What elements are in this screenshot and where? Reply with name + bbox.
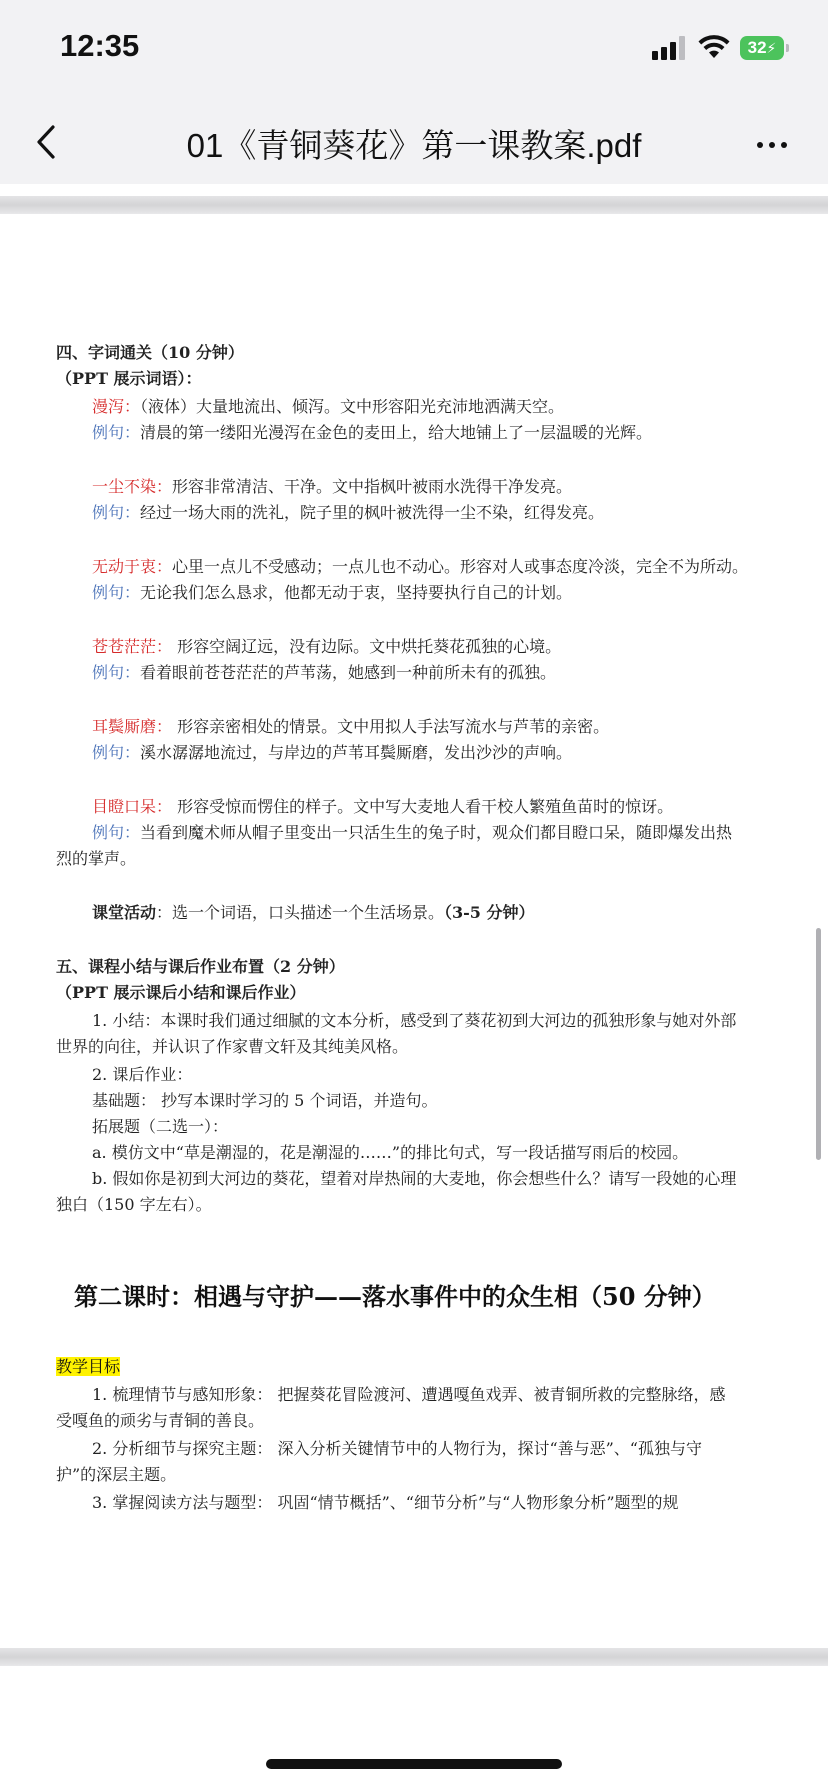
word-definition: （液体）大量地流出、倾泻。文中形容阳光充沛地洒满天空。: [140, 397, 565, 416]
page-separator: [0, 1648, 828, 1666]
summary-line: 1. 小结：本课时我们通过细腻的文本分析，感受到了葵花初到大河边的孤独形象与她对外部: [92, 1011, 737, 1030]
word-example: [92, 582, 572, 604]
homework-option-b: b. 假如你是初到大河边的葵花，望着对岸热闹的大麦地，你会想些什么？请写一段她的心理: [92, 1169, 737, 1188]
example-text-continued: 烈的掌声。: [56, 849, 137, 868]
activity-label: 课堂活动: [92, 903, 157, 922]
summary-line: 世界的向往，并认识了作家曹文轩及其纯美风格。: [56, 1037, 409, 1056]
homework-title: 2. 课后作业：: [92, 1065, 193, 1084]
homework-option-b-continued: 独白（150 字左右）。: [56, 1195, 212, 1214]
navigation-bar: [0, 100, 828, 184]
battery-icon: 32 ⚡: [740, 36, 784, 60]
example-label: 例句：: [92, 423, 141, 442]
chevron-left-icon: [36, 124, 56, 160]
example-text: 经过一场大雨的洗礼，院子里的枫叶被洗得一尘不染，红得发亮。: [140, 503, 605, 522]
word-entry: [92, 556, 748, 578]
word-definition: 形容受惊而愣住的样子。文中写大麦地人看干校人繁殖鱼苗时的惊讶。: [172, 797, 674, 816]
section-5-subtitle: （PPT 展示课后小结和课后作业）: [56, 983, 306, 1002]
example-label: 例句：: [92, 823, 141, 842]
word-term: 苍苍茫茫：: [92, 637, 173, 656]
word-example: [92, 742, 572, 764]
example-text: 无论我们怎么恳求，他都无动于衷，坚持要执行自己的计划。: [140, 583, 573, 602]
back-button[interactable]: [22, 116, 70, 168]
section-5-title: 五、课程小结与课后作业布置（2 分钟）: [56, 957, 345, 976]
status-bar: [0, 0, 828, 100]
goal-line: 受嘎鱼的顽劣与青铜的善良。: [56, 1411, 265, 1430]
document-title: 01《青铜葵花》第一课教案.pdf: [186, 127, 642, 164]
word-entry: [92, 796, 673, 818]
goal-line: 2. 分析细节与探究主题： 深入分析关键情节中的人物行为，探讨“善与恶”、“孤独与守: [92, 1439, 702, 1458]
section-4-title: 四、字词通关（10 分钟）: [56, 343, 244, 362]
word-example: [92, 502, 604, 524]
teaching-goals-label: [56, 1356, 120, 1378]
word-definition: 心里一点儿不受感动；一点儿也不动心。形容对人或事态度冷淡，完全不为所动。: [172, 557, 749, 576]
word-example: [92, 422, 652, 444]
activity-time: （3-5 分钟）: [444, 903, 535, 922]
word-entry: [92, 636, 561, 658]
word-term: 目瞪口呆：: [92, 797, 173, 816]
highlighted-label: 教学目标: [56, 1357, 121, 1376]
example-text: 看着眼前苍苍茫茫的芦苇荡，她感到一种前所未有的孤独。: [140, 663, 557, 682]
word-definition: 形容亲密相处的情景。文中用拟人手法写流水与芦苇的亲密。: [172, 717, 610, 736]
word-entry: [92, 396, 564, 418]
lesson-2-heading: 第二课时：相遇与守护——落水事件中的众生相（50 分钟）: [74, 1282, 716, 1311]
example-label: 例句：: [92, 743, 141, 762]
example-text: 清晨的第一缕阳光漫泻在金色的麦田上，给大地铺上了一层温暖的光辉。: [140, 423, 653, 442]
document-viewport[interactable]: [0, 184, 828, 1792]
example-text: 当看到魔术师从帽子里变出一只活生生的兔子时，观众们都目瞪口呆，随即爆发出热: [140, 823, 733, 842]
word-term: 无动于衷：: [92, 557, 173, 576]
example-label: 例句：: [92, 663, 141, 682]
activity-text: ：选一个词语，口头描述一个生活场景。: [156, 903, 445, 922]
classroom-activity: [92, 902, 535, 924]
word-term: 耳鬓厮磨：: [92, 717, 173, 736]
scrollbar-thumb[interactable]: [816, 928, 821, 1160]
word-example: [92, 662, 556, 684]
homework-extension: 拓展题（二选一）：: [92, 1117, 229, 1136]
status-time: 12:35: [60, 28, 140, 63]
word-entry: [92, 476, 572, 498]
more-options-button[interactable]: [748, 122, 796, 162]
word-definition: 形容空阔辽远，没有边际。文中烘托葵花孤独的心境。: [172, 637, 562, 656]
word-definition: 形容非常清洁、干净。文中指枫叶被雨水洗得干净发亮。: [172, 477, 573, 496]
battery-cap: [786, 44, 789, 52]
goal-line: 3. 掌握阅读方法与题型： 巩固“情节概括”、“细节分析”与“人物形象分析”题型的规: [92, 1493, 679, 1512]
example-text: 溪水潺潺地流过，与岸边的芦苇耳鬓厮磨，发出沙沙的声响。: [140, 743, 573, 762]
word-term: 一尘不染：: [92, 477, 173, 496]
word-example: [92, 822, 732, 844]
wifi-icon: [698, 34, 730, 60]
battery-level: 32: [747, 38, 767, 57]
section-4-subtitle: （PPT 展示词语）：: [56, 369, 202, 388]
cellular-signal-icon: [652, 36, 686, 60]
goal-line: 护”的深层主题。: [56, 1465, 177, 1484]
word-entry: [92, 716, 609, 738]
homework-basic: 基础题： 抄写本课时学习的 5 个词语，并造句。: [92, 1091, 438, 1110]
word-term: 漫泻：: [92, 397, 141, 416]
page-separator: [0, 196, 828, 214]
homework-option-a: a. 模仿文中“草是潮湿的，花是潮湿的……”的排比句式，写一段话描写雨后的校园。: [92, 1143, 689, 1162]
ellipsis-icon: [754, 133, 790, 152]
example-label: 例句：: [92, 503, 141, 522]
goal-line: 1. 梳理情节与感知形象： 把握葵花冒险渡河、遭遇嘎鱼戏弄、被青铜所救的完整脉络，感: [92, 1385, 726, 1404]
example-label: 例句：: [92, 583, 141, 602]
home-indicator[interactable]: [266, 1759, 562, 1769]
